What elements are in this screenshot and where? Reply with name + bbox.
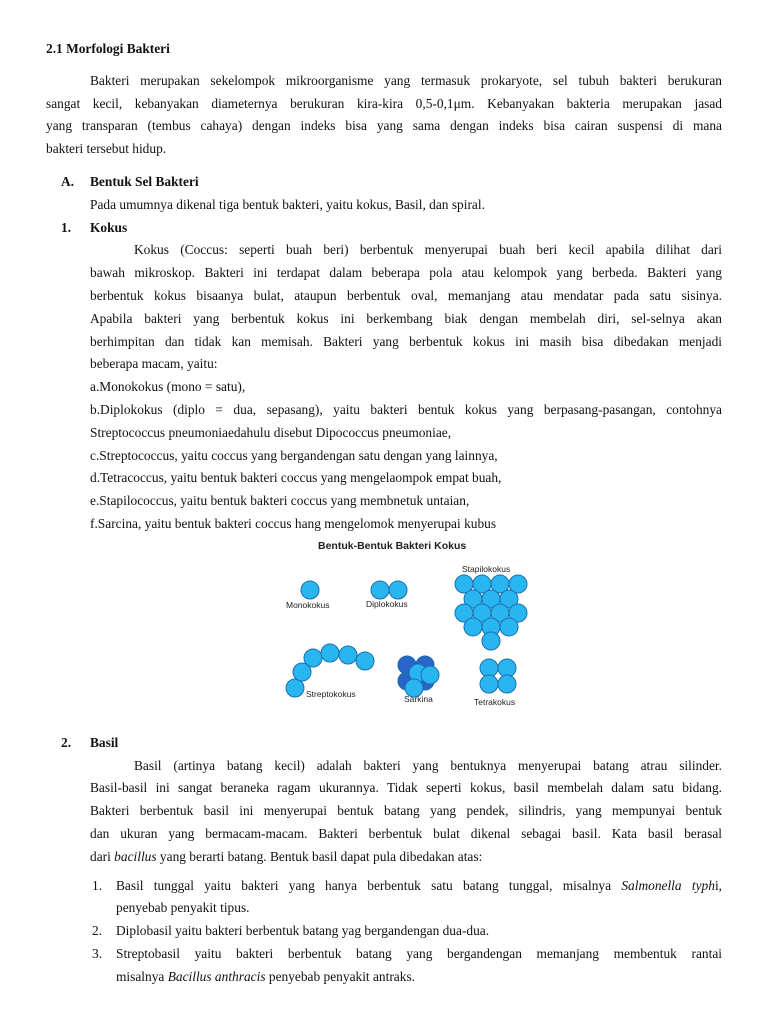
kokus-type: a.Monokokus (mono = satu),	[90, 379, 246, 395]
sarkina-cell	[421, 666, 439, 684]
item1-post: i,	[714, 877, 723, 893]
kokus-type: b.Diplokokus (diplo = dua, sepasang), yaitu bakteri bentuk kokus yang berpasang-pasangan, contohnya	[90, 401, 722, 417]
basil-last-line	[46, 846, 722, 869]
basil-last-pre: dari	[90, 848, 115, 864]
basil-marker: 2.	[61, 734, 72, 750]
intro-line: Bakteri merupakan sekelompok mikroorganisme yang termasuk prokaryote, sel tubuh bakteri berukuran	[90, 72, 722, 88]
figure-title: Bentuk-Bentuk Bakteri Kokus	[318, 539, 467, 552]
cocci-figure	[46, 540, 722, 726]
list-item-number: 3.	[92, 945, 103, 961]
label-tetrakokus: Tetrakokus	[474, 696, 516, 707]
item3-italic: Bacillus anthracis	[167, 968, 266, 984]
kokus-title: Kokus	[90, 219, 128, 235]
streptokokus-cell	[356, 652, 374, 670]
subsection-a-heading	[46, 171, 722, 194]
diplokokus-cell	[389, 581, 407, 599]
basil-list	[46, 875, 722, 989]
subsection-a-text: Pada umumnya dikenal tiga bentuk bakteri, yaitu kokus, Basil, dan spiral.	[90, 196, 485, 212]
basil-line: Basil (artinya batang kecil) adalah bakteri yang bentuknya menyerupai batang atrau silinder.	[134, 757, 722, 773]
label-streptokokus: Streptokokus	[306, 688, 356, 699]
kokus-paragraph	[46, 239, 722, 535]
kokus-type: f.Sarcina, yaitu bentuk bakteri coccus hang mengelomok menyerupai kubus	[90, 515, 497, 531]
list-item-line	[116, 966, 722, 989]
item1-pre: Basil tunggal yaitu bakteri yang hanya berbentuk satu batang tunggal, misalnya	[116, 877, 622, 893]
kokus-line: bawah mikroskop. Bakteri ini terdapat dalam beberapa pola atau kelompok yang berbeda. Bakteri yang	[90, 265, 722, 281]
section-title: 2.1 Morfologi Bakteri	[46, 41, 170, 56]
diplokokus-cell	[371, 581, 389, 599]
label-monokokus: Monokokus	[286, 599, 330, 610]
intro-line: yang transparan (tembus cahaya) dengan indeks bisa yang sama dengan indeks bisa cairan suspensi di mana	[46, 118, 722, 134]
kokus-line: berbentuk kokus bisaanya bulat, ataupun berbentuk oval, memanjang atau mendatar pada satu sisinya.	[90, 287, 722, 303]
item3-post: penyebab penyakit antraks.	[265, 968, 416, 984]
document-page	[46, 38, 722, 989]
label-diplokokus: Diplokokus	[366, 598, 408, 609]
kokus-type: Streptococcus pneumoniaedahulu disebut Dipococcus pneumoniae,	[90, 424, 452, 440]
monokokus-cell	[301, 581, 319, 599]
basil-line: dan ukuran yang bermacam-macam. Bakteri berbentuk bulat dikenal sebagai basil. Kata basil berasal	[90, 825, 722, 841]
streptokokus-cell	[339, 646, 357, 664]
streptokokus-cell	[286, 679, 304, 697]
kokus-type: e.Stapilococcus, yaitu bentuk bakteri coccus yang membnetuk untaian,	[90, 493, 470, 509]
subsection-a-marker: A.	[61, 173, 75, 189]
tetrakokus-cell	[498, 659, 516, 677]
stapilokokus-cell	[500, 618, 518, 636]
label-sarkina: Sarkina	[404, 693, 433, 704]
basil-last-italic: bacillus	[114, 848, 157, 864]
basil-last-post: yang berarti batang. Bentuk basil dapat pula dibedakan atas:	[156, 848, 483, 864]
list-item-line: Streptobasil yaitu bakteri berbentuk batang yang bergandengan memanjang membentuk rantai	[116, 945, 722, 961]
kokus-line: Kokus (Coccus: seperti buah beri) berbentuk menyerupai buah beri kecil apabila dilihat dari	[134, 242, 722, 258]
basil-line: Bakteri berbentuk basil ini menyerupai bentuk batang yang pendek, silindris, yang mempunyai bentuk	[90, 803, 722, 819]
list-item	[46, 875, 722, 921]
intro-paragraph	[46, 70, 722, 161]
streptokokus-cell	[321, 644, 339, 662]
basil-title: Basil	[90, 734, 119, 750]
kokus-line: Apabila bakteri yang berbentuk kokus ini berkembang biak dengan membelah diri, sel-selnya akan	[90, 310, 722, 326]
subsection-a-title: Bentuk Sel Bakteri	[90, 173, 199, 189]
tetrakokus-cell	[498, 675, 516, 693]
list-item-line	[116, 875, 722, 898]
list-item-number: 1.	[92, 877, 103, 893]
list-item	[46, 943, 722, 989]
basil-line: Basil-basil ini sangat beraneka ragam ukurannya. Tidak seperti kokus, basil membelah dalam satu bidang.	[90, 780, 722, 796]
label-stapilokokus: Stapilokokus	[462, 563, 511, 574]
stapilokokus-cell	[482, 632, 500, 650]
kokus-type: c.Streptococcus, yaitu coccus yang bergandengan satu dengan yang lainnya,	[90, 447, 498, 463]
intro-line: bakteri tersebut hidup.	[46, 141, 167, 157]
kokus-heading	[46, 217, 722, 240]
item3-pre: misalnya	[116, 968, 168, 984]
kokus-line: beberapa macam, yaitu:	[90, 356, 218, 372]
list-item-line: penyebab penyakit tipus.	[116, 900, 250, 916]
list-item	[46, 920, 722, 943]
item1-italic: Salmonella typh	[621, 877, 715, 893]
kokus-marker: 1.	[61, 219, 72, 235]
tetrakokus-cell	[480, 659, 498, 677]
kokus-line: berhimpitan dan tidak kan memisah. Bakteri yang berbentuk kokus ini masih bisa dibedakan menjadi	[90, 333, 722, 349]
basil-paragraph	[46, 755, 722, 869]
list-item-number: 2.	[92, 923, 103, 939]
cocci-illustration	[46, 540, 722, 726]
list-item-line: Diplobasil yaitu bakteri berbentuk batang yag bergandengan dua-dua.	[116, 923, 490, 939]
tetrakokus-cell	[480, 675, 498, 693]
basil-heading	[46, 732, 722, 755]
streptokokus-cell	[304, 649, 322, 667]
kokus-type: d.Tetracoccus, yaitu bentuk bakteri coccus yang mengelaompok empat buah,	[90, 470, 502, 486]
stapilokokus-cell	[464, 618, 482, 636]
intro-line: sangat kecil, kebanyakan diameternya berukuran kira-kira 0,5-0,1μm. Kebanyakan bakteria merupakan jasad	[46, 95, 722, 111]
